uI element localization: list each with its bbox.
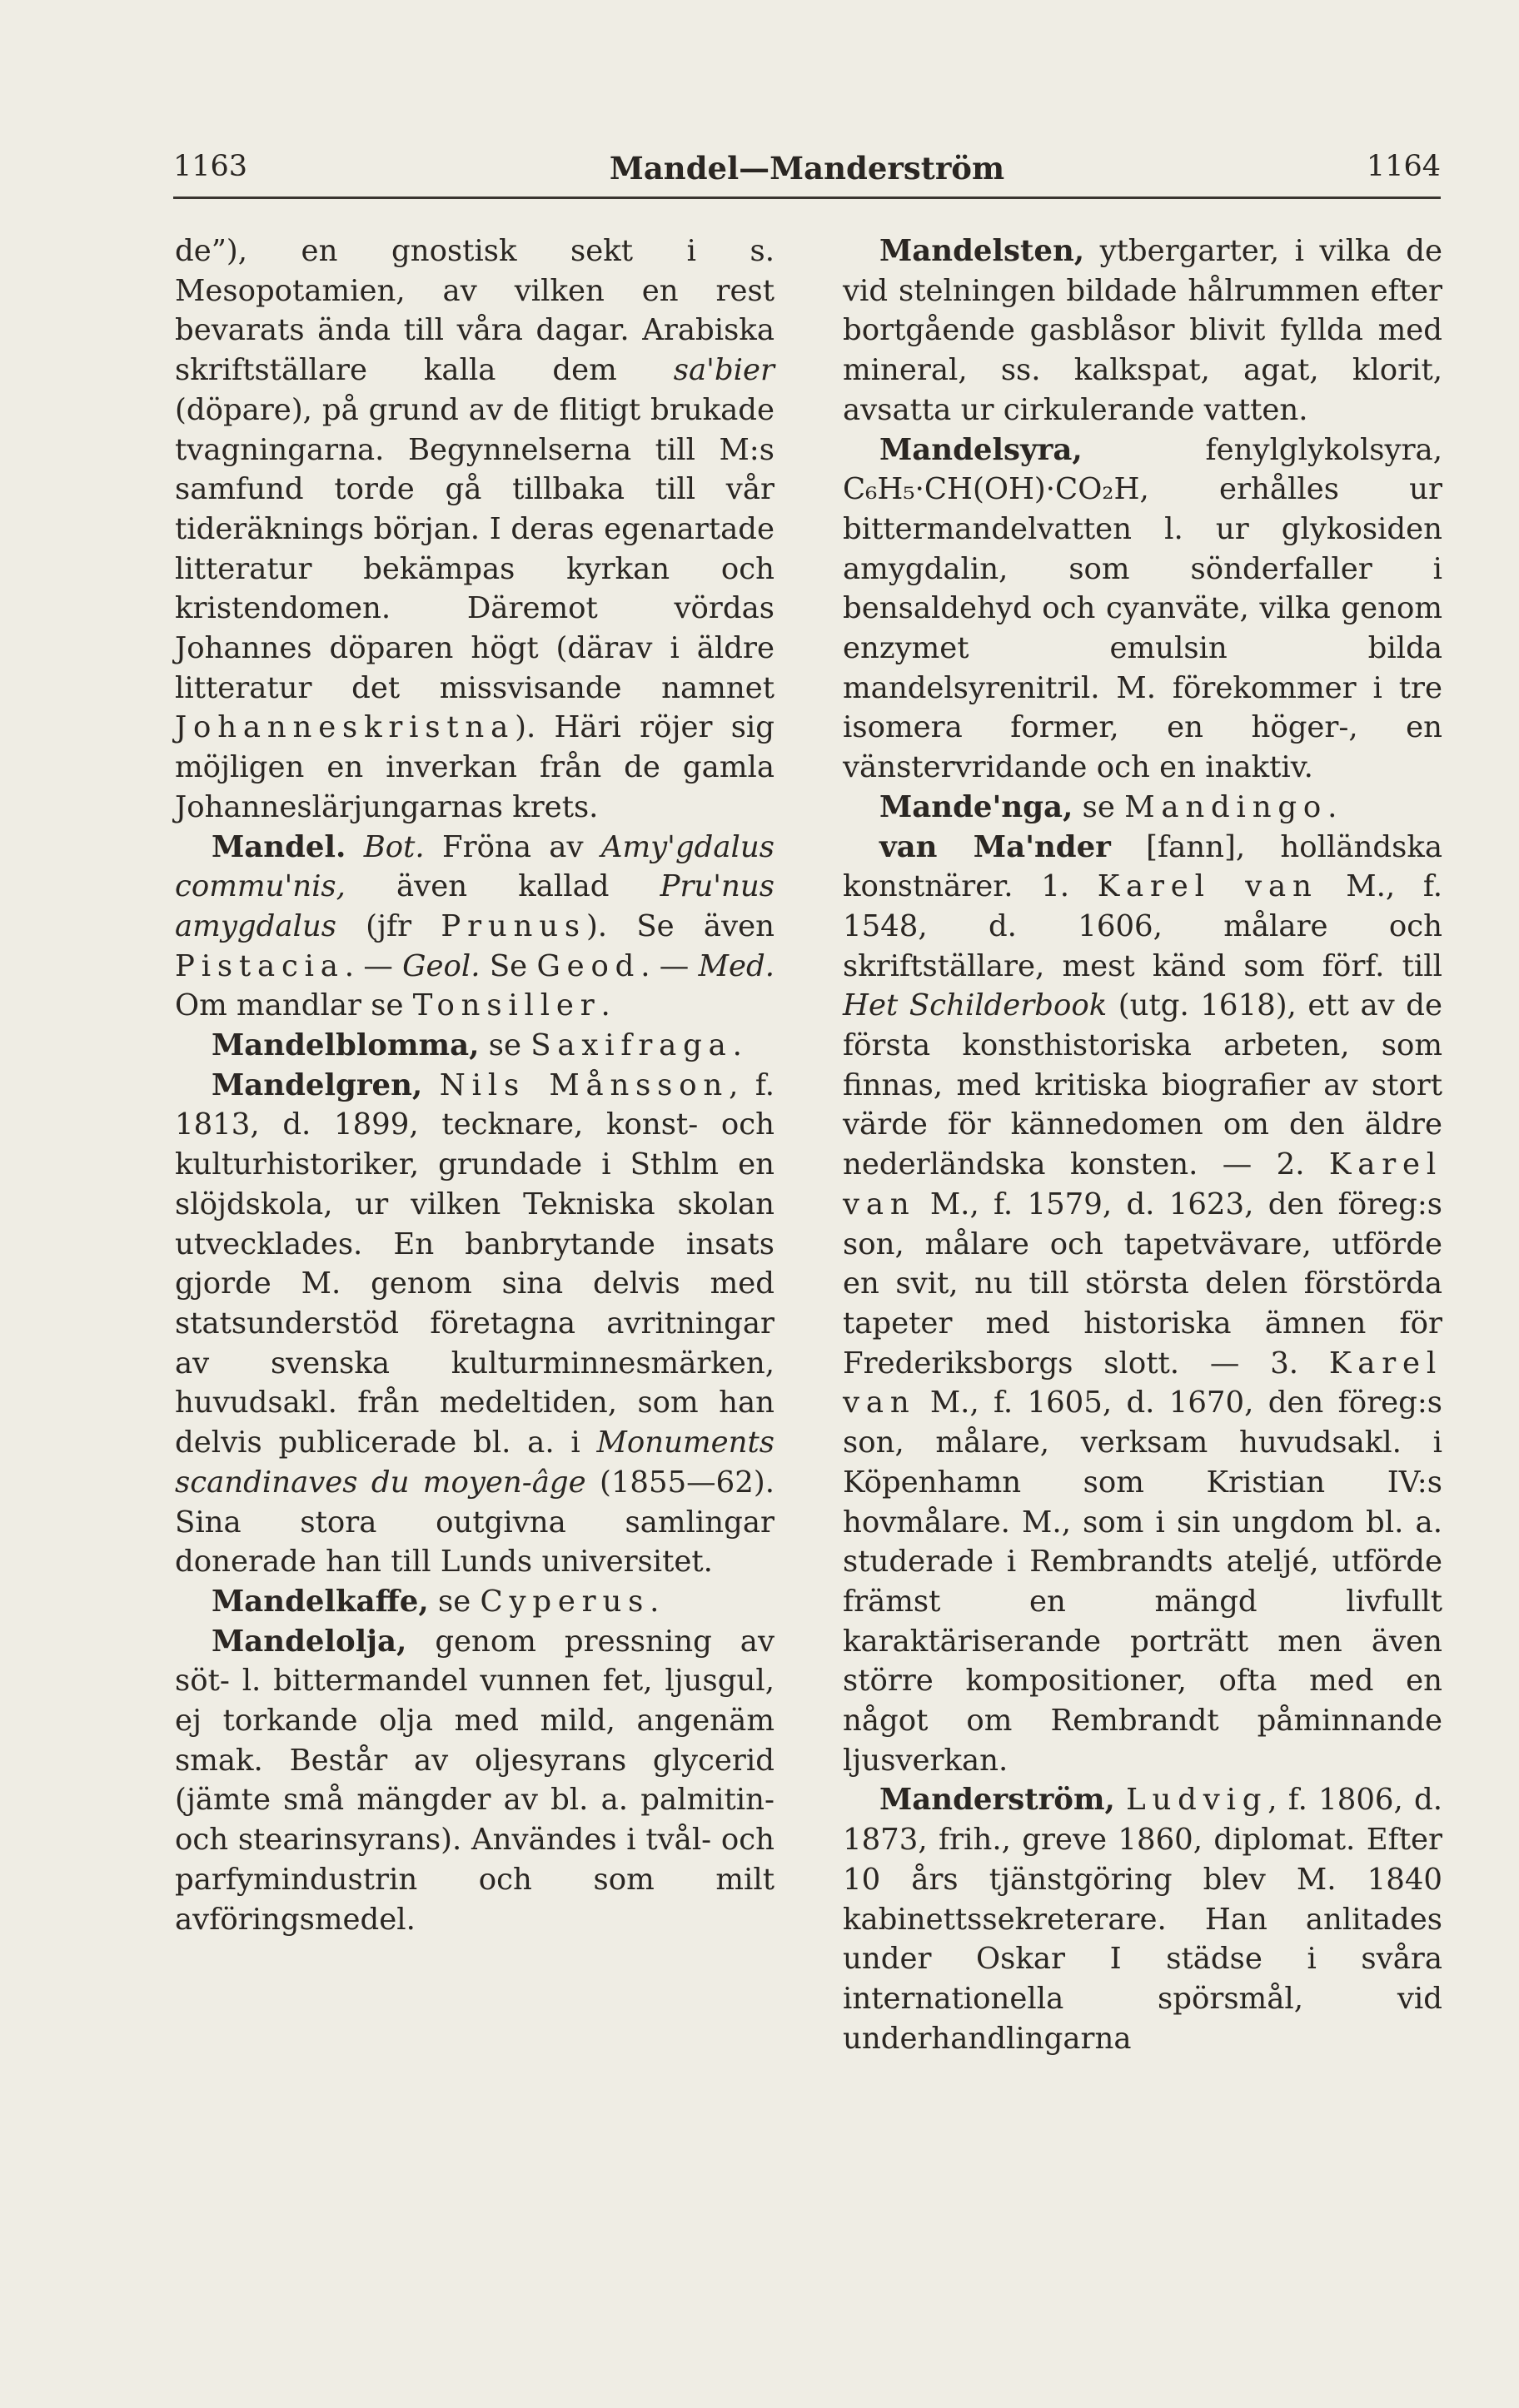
text: . <box>732 1028 742 1063</box>
headword: Mandelsten, <box>879 234 1085 268</box>
cross-reference: Saxifraga <box>530 1028 733 1063</box>
text: genom pressning av söt- l. bittermandel vunnen fet, ljusgul, ej torkande olja med mild, angenäm smak. Består av oljesyrans glycerid (jämte små mängder av bl. a. palmitin- och stearinsyrans). Användes i tvål- och parfymindustrin och som milt avföringsmedel. <box>175 1624 774 1937</box>
person-name: Nils Månsson <box>439 1067 730 1102</box>
italic-term: Geol. <box>402 948 481 983</box>
italic-term: Amy'gdalus commu'nis, <box>175 829 774 904</box>
left-column <box>175 231 774 1939</box>
running-title: Mandel—Manderström <box>609 150 1005 187</box>
italic-term: Pru'nus amygdalus <box>175 869 774 943</box>
text: M., f. 1548, d. 1606, målare och skriftställare, mest känd som förf. till <box>843 869 1442 983</box>
text: (döpare), på grund av de flitigt brukade tvagningarna. Begynnelserna till M:s samfund torde gå tillbaka till vår tideräknings början. I deras egenartade litteratur bekämpas kyrkan och kristendomen. Däremot vördas Johannes döparen högt (därav i äldre litteratur det missvisande namnet <box>175 392 774 705</box>
italic-term: sa'bier <box>673 353 774 388</box>
paragraph-mandeer-continuation <box>175 231 774 828</box>
text: , f. 1806, d. 1873, frih., greve 1860, diplomat. Efter 10 års tjänstgöring blev M. 1840 kabinettssekreterare. Han anlitades under Oskar I städse i svåra internationella spörsmål, vid underhandlingarna <box>843 1783 1442 2056</box>
text: (utg. 1618), ett av de första konsthistoriska arbeten, som finnas, med kritiska biografier av stort värde för kännedomen om den äldre nederländska konsten. — 2. <box>843 988 1442 1182</box>
text: . <box>650 1584 660 1619</box>
headword: Mandelgren, <box>212 1067 423 1102</box>
text: ). Se även <box>585 908 774 943</box>
cross-reference: Prunus <box>441 908 586 943</box>
person-name: Karel van <box>843 1147 1442 1221</box>
text: M., f. 1579, d. 1623, den föreg:s son, målare och tapetvävare, utförde en svit, nu till största delen förstörda tapeter med historiska ämnen för Frederiksborgs slott. — 3. <box>843 1187 1442 1381</box>
headword: Mandelkaffe, <box>212 1584 429 1619</box>
entry-mandelkaffe <box>175 1582 774 1622</box>
text: fenylglykolsyra, C₆H₅·CH(OH)·CO₂H, erhålles ur bittermandelvatten l. ur glykosiden amygdalin, som sönderfaller i bensaldehyd och cyanväte, vilka genom enzymet emulsin bilda mandelsyrenitril. M. förekommer i tre isomera former, en höger-, en vänstervridande och en inaktiv. <box>843 432 1442 785</box>
italic-term: Monuments scandinaves du moyen-âge <box>175 1425 774 1500</box>
entry-van-mander <box>843 828 1442 1781</box>
headword: van Ma'nder <box>879 829 1111 864</box>
italic-term: Het Schilderbook <box>843 988 1108 1023</box>
page-number-left: 1163 <box>173 150 248 183</box>
person-name: Karel van <box>1097 869 1318 904</box>
text: , f. 1813, d. 1899, tecknare, konst- och kulturhistoriker, grundade i Sthlm en slöjdskola, ur vilken Tekniska skolan utvecklades. En banbrytande insats gjorde M. genom sina delvis med statsunderstöd företagna avritningar av svenska kulturminnesmärken, huvudsakl. från medeltiden, som han delvis publicerade bl. a. i <box>175 1067 774 1460</box>
headword: Manderström, <box>879 1783 1115 1818</box>
header-rule <box>173 197 1441 199</box>
entry-mandelolja <box>175 1622 774 1940</box>
text: Fröna av <box>424 829 601 864</box>
cross-reference: Pistacia <box>175 948 345 983</box>
entry-mandenga <box>843 788 1442 828</box>
cross-reference: Tonsiller <box>412 988 601 1023</box>
spaced-term: Johanneskristna <box>175 710 515 745</box>
text: (jfr <box>336 908 441 943</box>
text: Om mandlar se <box>175 988 413 1023</box>
headword: Mandel. <box>212 829 346 864</box>
text: se <box>479 1028 531 1063</box>
text: . — <box>640 948 699 983</box>
text: (1855—62). Sina stora outgivna samlingar donerade han till Lunds universitet. <box>175 1465 774 1580</box>
text: även kallad <box>345 869 660 904</box>
text: Se <box>480 948 537 983</box>
entry-mandelsten <box>843 231 1442 430</box>
entry-mandel <box>175 828 774 1027</box>
text: M., f. 1605, d. 1670, den föreg:s son, målare, verksam huvudsakl. i Köpenhamn som Kristian IV:s hovmålare. M., som i sin ungdom bl. a. studerade i Rembrandts ateljé, utförde främst en mängd livfullt karaktäriserande porträtt men även större kompositioner, ofta med en något om Rembrandt påminnande ljusverkan. <box>843 1386 1442 1778</box>
text: . <box>1327 789 1337 824</box>
text: . <box>600 988 610 1023</box>
text: ). Häri röjer sig möjligen en inverkan från de gamla Johanneslärjungarnas krets. <box>175 710 774 824</box>
headword: Mandelsyra, <box>879 432 1083 467</box>
headword: Mandelolja, <box>212 1624 407 1659</box>
entry-manderstrom <box>843 1780 1442 2058</box>
cross-reference: Cyperus <box>480 1584 650 1619</box>
entry-mandelblomma <box>175 1026 774 1066</box>
cross-reference: Geod <box>536 948 641 983</box>
cross-reference: Mandingo <box>1124 789 1328 824</box>
person-name: Ludvig <box>1126 1783 1268 1818</box>
text: de”), en gnostisk sekt i s. Mesopotamien, av vilken en rest bevarats ända till våra dagar. Arabiska skriftställare kalla dem <box>175 234 774 388</box>
page-header <box>173 143 1441 193</box>
person-name: Karel van <box>843 1346 1442 1420</box>
entry-mandelsyra <box>843 430 1442 788</box>
right-column <box>843 231 1442 2058</box>
headword: Mande'nga, <box>879 789 1073 824</box>
text: ytbergarter, i vilka de vid stelningen bildade hålrummen efter bortgående gasblåsor blivit fyllda med mineral, ss. kalkspat, agat, klorit, avsatta ur cirkulerande vatten. <box>843 234 1442 427</box>
italic-term: Med. <box>698 948 774 983</box>
page-number-right: 1164 <box>1366 150 1441 183</box>
italic-term: Bot. <box>363 829 425 864</box>
text: . — <box>344 948 403 983</box>
text: se <box>428 1584 481 1619</box>
headword: Mandelblomma, <box>212 1028 480 1063</box>
entry-mandelgren <box>175 1066 774 1582</box>
text: [fann], holländska konstnärer. 1. <box>843 829 1442 904</box>
text: se <box>1073 789 1125 824</box>
